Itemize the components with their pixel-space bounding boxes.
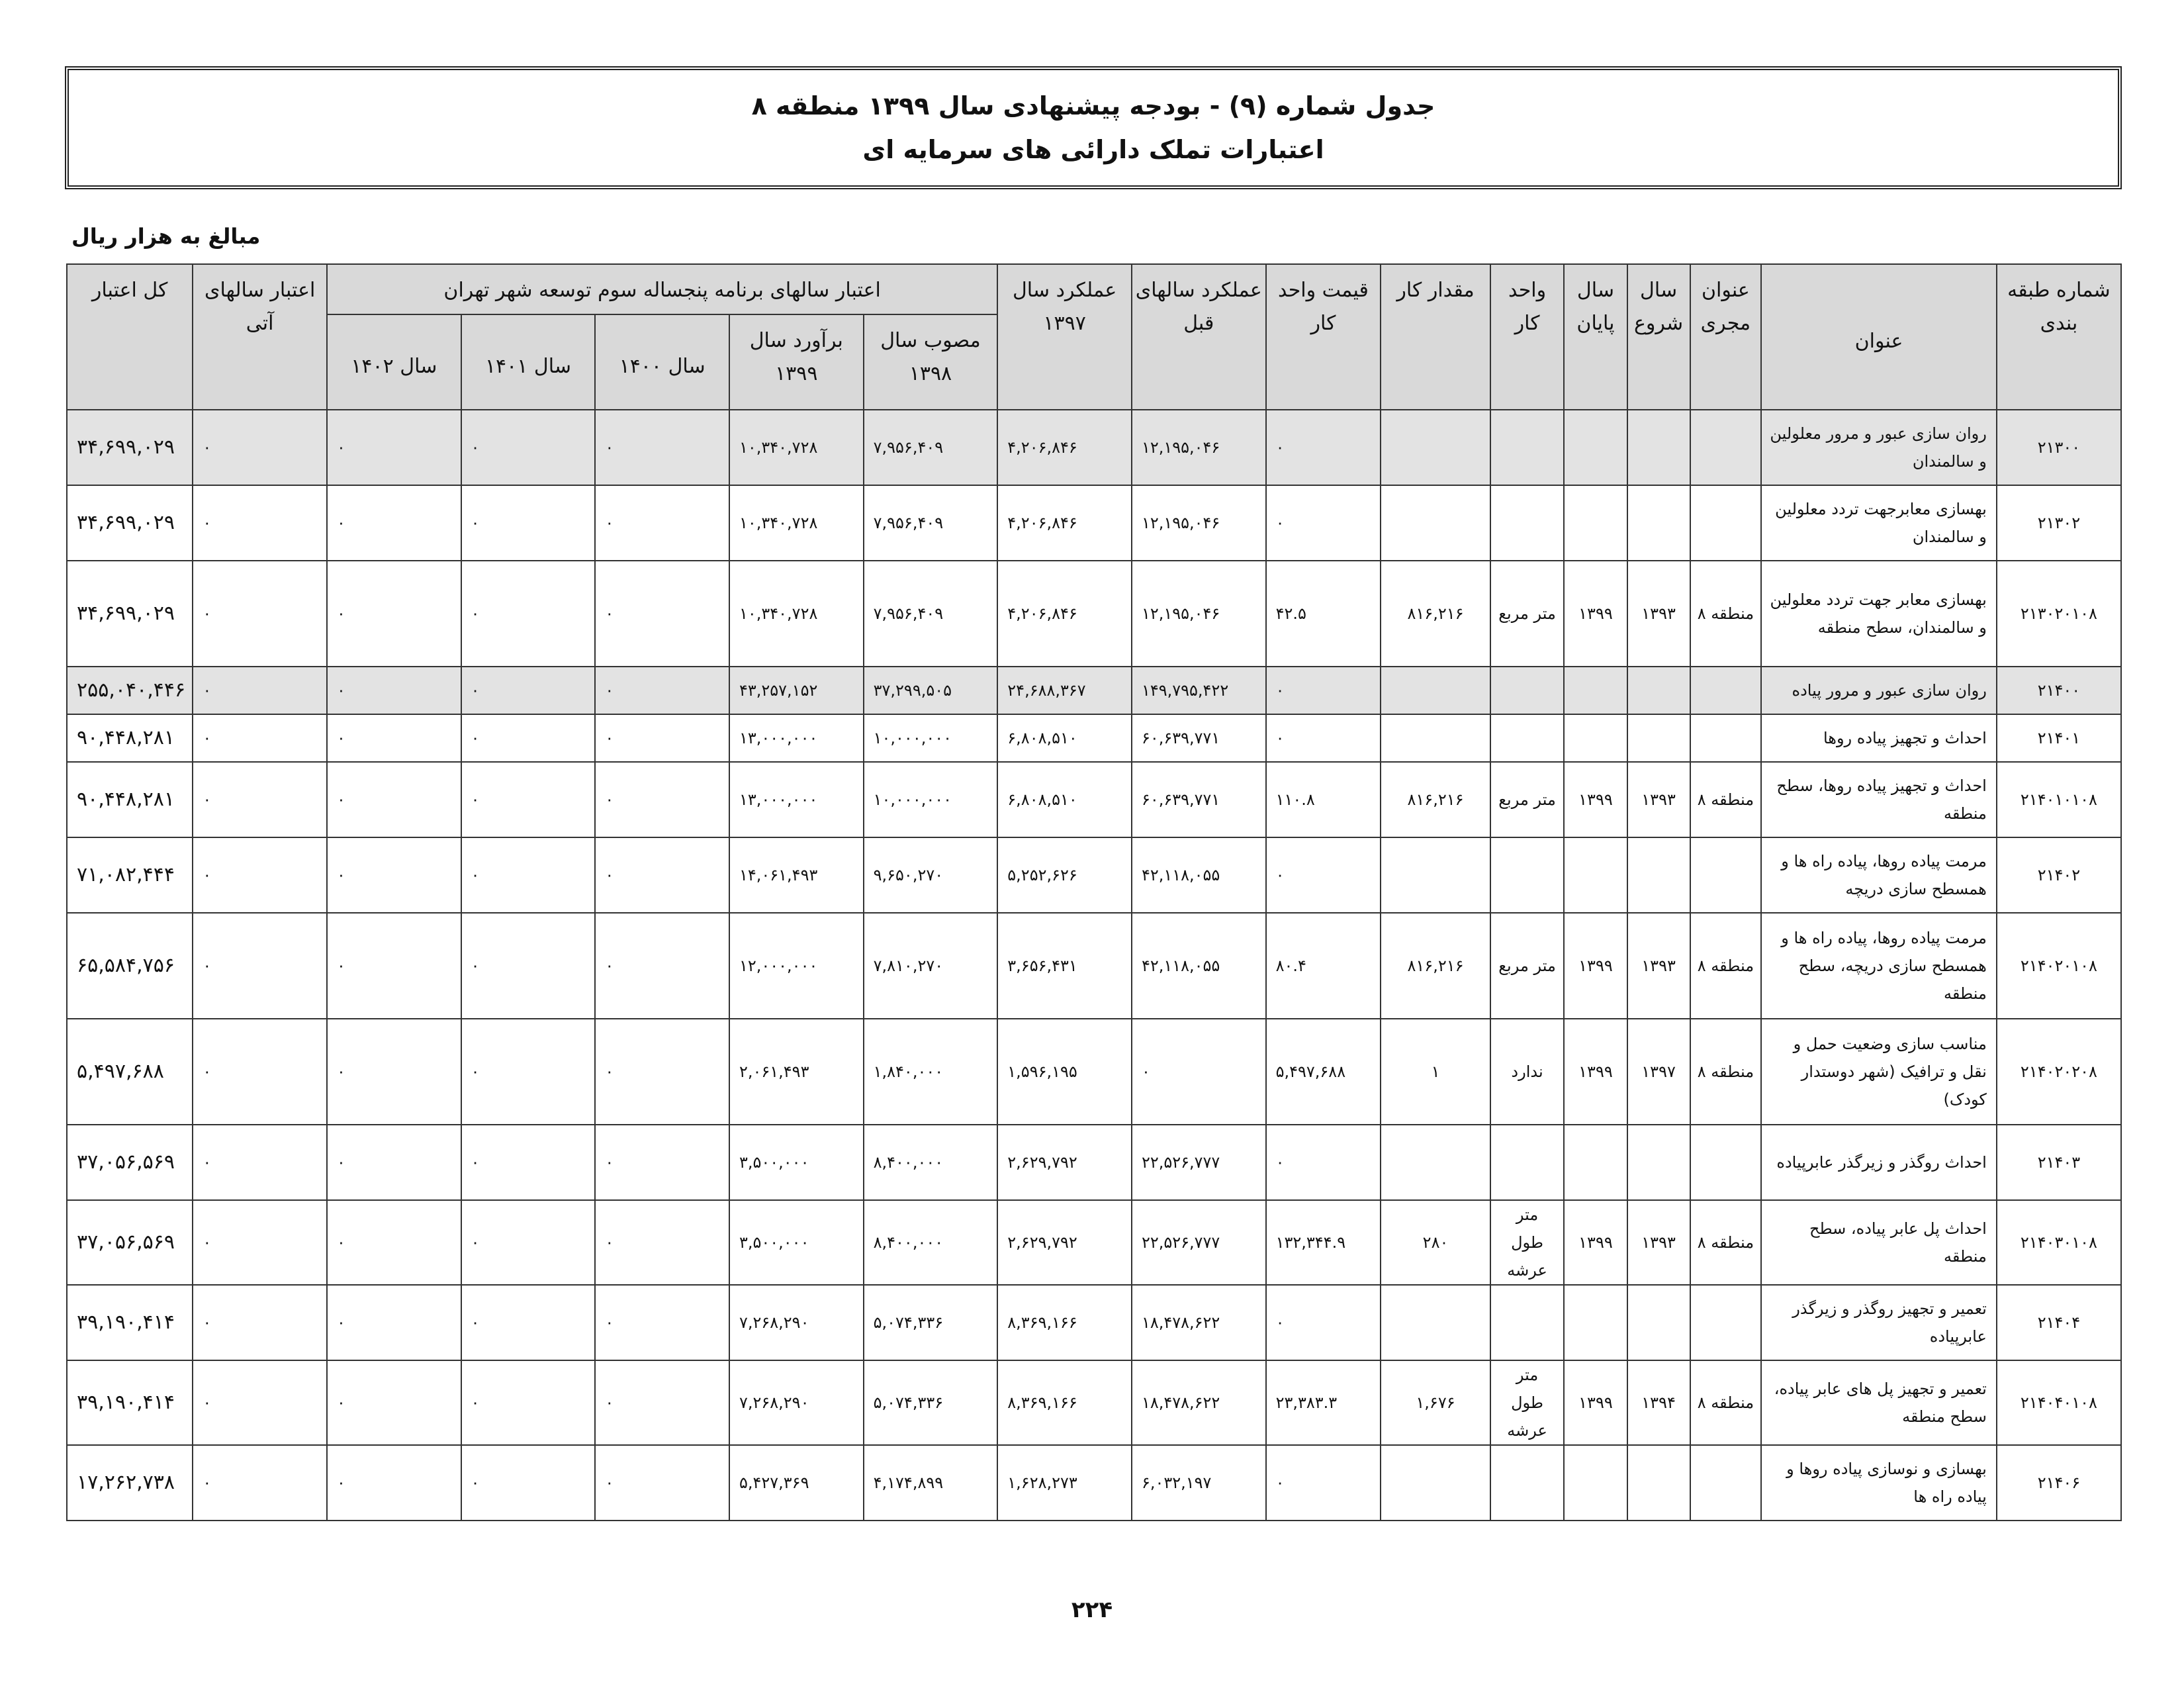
cell-qty: ۸۱۶,۲۱۶ (1381, 561, 1490, 667)
cell-code: ۲۱۳۰۰ (1997, 410, 2121, 485)
table-row (67, 762, 2121, 837)
unit-note: مبالغ به هزار ریال (71, 224, 261, 249)
cell-start: ۱۳۹۳ (1627, 1200, 1690, 1285)
cell-total: ۷۱,۰۸۲,۴۴۴ (67, 837, 193, 913)
cell-future: ۰ (193, 762, 327, 837)
cell-est99: ۱۴,۰۶۱,۴۹۳ (729, 837, 864, 913)
cell-qty (1381, 1125, 1490, 1200)
cell-future: ۰ (193, 1200, 327, 1285)
cell-total: ۳۴,۶۹۹,۰۲۹ (67, 485, 193, 561)
cell-price: ۴۲.۵ (1266, 561, 1381, 667)
cell-y1402: ۰ (327, 1360, 461, 1445)
cell-est99: ۱۲,۰۰۰,۰۰۰ (729, 913, 864, 1019)
cell-prev: ۱۲,۱۹۵,۰۴۶ (1132, 485, 1266, 561)
cell-unit (1490, 1285, 1565, 1360)
cell-perf97: ۶,۸۰۸,۵۱۰ (997, 714, 1132, 762)
cell-y1401: ۰ (461, 667, 596, 714)
cell-start (1627, 485, 1690, 561)
cell-code: ۲۱۴۰۱ (1997, 714, 2121, 762)
cell-end: ۱۳۹۹ (1564, 1360, 1627, 1445)
cell-y1402: ۰ (327, 837, 461, 913)
cell-prev: ۱۸,۴۷۸,۶۲۲ (1132, 1360, 1266, 1445)
table-row (67, 561, 2121, 667)
cell-start (1627, 714, 1690, 762)
cell-executor: منطقه ۸ (1690, 913, 1762, 1019)
cell-unit: ندارد (1490, 1019, 1565, 1125)
cell-executor (1690, 485, 1762, 561)
cell-title: بهسازی و نوسازی پیاده روها و پیاده راه ها (1761, 1445, 1997, 1521)
table-row (67, 1445, 2121, 1521)
cell-title: احداث روگذر و زیرگذر عابرپیاده (1761, 1125, 1997, 1200)
header-y1400: سال ۱۴۰۰ (595, 314, 729, 410)
cell-est99: ۱۰,۳۴۰,۷۲۸ (729, 485, 864, 561)
cell-total: ۳۷,۰۵۶,۵۶۹ (67, 1125, 193, 1200)
cell-perf97: ۸,۳۶۹,۱۶۶ (997, 1360, 1132, 1445)
cell-end: ۱۳۹۹ (1564, 762, 1627, 837)
cell-qty (1381, 1285, 1490, 1360)
cell-total: ۶۵,۵۸۴,۷۵۶ (67, 913, 193, 1019)
cell-title: مرمت پیاده روها، پیاده راه ها و همسطح سازی دریچه، سطح منطقه (1761, 913, 1997, 1019)
cell-est99: ۵,۴۲۷,۳۶۹ (729, 1445, 864, 1521)
cell-future: ۰ (193, 667, 327, 714)
cell-future: ۰ (193, 1360, 327, 1445)
cell-qty (1381, 837, 1490, 913)
table-row (67, 714, 2121, 762)
cell-prev: ۲۲,۵۲۶,۷۷۷ (1132, 1125, 1266, 1200)
cell-approved98: ۹,۶۵۰,۲۷۰ (864, 837, 998, 913)
title-box (65, 66, 2122, 189)
cell-approved98: ۸,۴۰۰,۰۰۰ (864, 1200, 998, 1285)
cell-future: ۰ (193, 1445, 327, 1521)
header-est99: برآورد سال ۱۳۹۹ (729, 314, 864, 410)
cell-future: ۰ (193, 837, 327, 913)
table-row (67, 1285, 2121, 1360)
cell-y1401: ۰ (461, 837, 596, 913)
cell-future: ۰ (193, 561, 327, 667)
cell-title: بهسازی معابر جهت تردد معلولین و سالمندان، سطح منطقه (1761, 561, 1997, 667)
cell-est99: ۳,۵۰۰,۰۰۰ (729, 1125, 864, 1200)
cell-y1401: ۰ (461, 913, 596, 1019)
cell-total: ۱۷,۲۶۲,۷۳۸ (67, 1445, 193, 1521)
header-prev: عملکرد سالهای قبل (1132, 264, 1266, 410)
cell-y1402: ۰ (327, 1125, 461, 1200)
cell-end (1564, 1125, 1627, 1200)
cell-est99: ۴۳,۲۵۷,۱۵۲ (729, 667, 864, 714)
cell-price: ۰ (1266, 410, 1381, 485)
cell-perf97: ۲,۶۲۹,۷۹۲ (997, 1200, 1132, 1285)
cell-executor (1690, 410, 1762, 485)
cell-title: احداث و تجهیز پیاده روها، سطح منطقه (1761, 762, 1997, 837)
cell-executor (1690, 1285, 1762, 1360)
cell-future: ۰ (193, 913, 327, 1019)
cell-code: ۲۱۴۰۶ (1997, 1445, 2121, 1521)
table-row (67, 485, 2121, 561)
cell-total: ۳۹,۱۹۰,۴۱۴ (67, 1360, 193, 1445)
cell-title: احداث و تجهیز پیاده روها (1761, 714, 1997, 762)
cell-y1400: ۰ (595, 1285, 729, 1360)
cell-price: ۵,۴۹۷,۶۸۸ (1266, 1019, 1381, 1125)
cell-end (1564, 1285, 1627, 1360)
cell-start (1627, 837, 1690, 913)
cell-perf97: ۴,۲۰۶,۸۴۶ (997, 410, 1132, 485)
cell-y1401: ۰ (461, 410, 596, 485)
cell-y1400: ۰ (595, 837, 729, 913)
cell-start: ۱۳۹۳ (1627, 913, 1690, 1019)
cell-price: ۱۱۰.۸ (1266, 762, 1381, 837)
cell-code: ۲۱۴۰۲۰۱۰۸ (1997, 913, 2121, 1019)
cell-approved98: ۷,۹۵۶,۴۰۹ (864, 410, 998, 485)
cell-approved98: ۱,۸۴۰,۰۰۰ (864, 1019, 998, 1125)
cell-qty (1381, 714, 1490, 762)
cell-end: ۱۳۹۹ (1564, 561, 1627, 667)
cell-qty: ۱,۶۷۶ (1381, 1360, 1490, 1445)
cell-executor (1690, 837, 1762, 913)
header-plan-group: اعتبار سالهای برنامه پنجساله سوم توسعه شهر تهران (327, 264, 997, 314)
table-row (67, 913, 2121, 1019)
cell-unit (1490, 1445, 1565, 1521)
cell-approved98: ۷,۹۵۶,۴۰۹ (864, 561, 998, 667)
cell-prev: ۶۰,۶۳۹,۷۷۱ (1132, 762, 1266, 837)
cell-unit (1490, 837, 1565, 913)
cell-unit: متر طول عرشه (1490, 1360, 1565, 1445)
header-total: کل اعتبار (67, 264, 193, 410)
cell-y1400: ۰ (595, 561, 729, 667)
cell-y1400: ۰ (595, 667, 729, 714)
cell-y1402: ۰ (327, 667, 461, 714)
header-future: اعتبار سالهای آتی (193, 264, 327, 410)
cell-y1400: ۰ (595, 1445, 729, 1521)
cell-approved98: ۷,۸۱۰,۲۷۰ (864, 913, 998, 1019)
table-row (67, 667, 2121, 714)
cell-executor: منطقه ۸ (1690, 1019, 1762, 1125)
cell-approved98: ۴,۱۷۴,۸۹۹ (864, 1445, 998, 1521)
cell-executor (1690, 667, 1762, 714)
cell-qty (1381, 410, 1490, 485)
header-row-1 (67, 264, 2121, 314)
header-code: شماره طبقه بندی (1997, 264, 2121, 410)
table-title: جدول شماره (۹) - بودجه پیشنهادی سال ۱۳۹۹ منطقه ۸ (751, 91, 1435, 120)
cell-y1400: ۰ (595, 1125, 729, 1200)
cell-est99: ۷,۲۶۸,۲۹۰ (729, 1285, 864, 1360)
cell-executor: منطقه ۸ (1690, 561, 1762, 667)
cell-perf97: ۱,۶۲۸,۲۷۳ (997, 1445, 1132, 1521)
cell-qty (1381, 485, 1490, 561)
cell-est99: ۱۳,۰۰۰,۰۰۰ (729, 714, 864, 762)
cell-perf97: ۲۴,۶۸۸,۳۶۷ (997, 667, 1132, 714)
cell-future: ۰ (193, 1285, 327, 1360)
cell-unit (1490, 410, 1565, 485)
cell-approved98: ۵,۰۷۴,۳۳۶ (864, 1360, 998, 1445)
header-y1402: سال ۱۴۰۲ (327, 314, 461, 410)
cell-price: ۰ (1266, 714, 1381, 762)
cell-y1400: ۰ (595, 714, 729, 762)
cell-executor (1690, 1125, 1762, 1200)
cell-end (1564, 485, 1627, 561)
cell-perf97: ۳,۶۵۶,۴۳۱ (997, 913, 1132, 1019)
cell-prev: ۶۰,۶۳۹,۷۷۱ (1132, 714, 1266, 762)
cell-perf97: ۵,۲۵۲,۶۲۶ (997, 837, 1132, 913)
cell-prev: ۲۲,۵۲۶,۷۷۷ (1132, 1200, 1266, 1285)
cell-unit (1490, 485, 1565, 561)
cell-price: ۸۰.۴ (1266, 913, 1381, 1019)
cell-end (1564, 1445, 1627, 1521)
cell-unit: متر مربع (1490, 762, 1565, 837)
cell-y1401: ۰ (461, 1200, 596, 1285)
cell-end: ۱۳۹۹ (1564, 1019, 1627, 1125)
cell-start (1627, 667, 1690, 714)
cell-price: ۲۳,۳۸۳.۳ (1266, 1360, 1381, 1445)
cell-total: ۳۹,۱۹۰,۴۱۴ (67, 1285, 193, 1360)
cell-qty (1381, 667, 1490, 714)
cell-y1402: ۰ (327, 485, 461, 561)
cell-y1402: ۰ (327, 1200, 461, 1285)
cell-price: ۰ (1266, 667, 1381, 714)
cell-end: ۱۳۹۹ (1564, 913, 1627, 1019)
cell-y1401: ۰ (461, 1445, 596, 1521)
page-number: ۲۲۴ (1071, 1597, 1113, 1623)
cell-approved98: ۸,۴۰۰,۰۰۰ (864, 1125, 998, 1200)
cell-unit (1490, 667, 1565, 714)
cell-future: ۰ (193, 1125, 327, 1200)
header-qty: مقدار کار (1381, 264, 1490, 410)
cell-qty: ۸۱۶,۲۱۶ (1381, 762, 1490, 837)
header-perf97: عملکرد سال ۱۳۹۷ (997, 264, 1132, 410)
cell-price: ۰ (1266, 1445, 1381, 1521)
cell-prev: ۶,۰۳۲,۱۹۷ (1132, 1445, 1266, 1521)
cell-code: ۲۱۳۰۲۰۱۰۸ (1997, 561, 2121, 667)
cell-unit: متر مربع (1490, 561, 1565, 667)
cell-price: ۰ (1266, 485, 1381, 561)
header-unit: واحد کار (1490, 264, 1565, 410)
cell-y1402: ۰ (327, 561, 461, 667)
cell-approved98: ۱۰,۰۰۰,۰۰۰ (864, 714, 998, 762)
cell-y1402: ۰ (327, 1019, 461, 1125)
cell-title: مرمت پیاده روها، پیاده راه ها و همسطح سازی دریچه (1761, 837, 1997, 913)
cell-total: ۹۰,۴۴۸,۲۸۱ (67, 714, 193, 762)
cell-y1401: ۰ (461, 762, 596, 837)
header-price: قیمت واحد کار (1266, 264, 1381, 410)
cell-title: تعمیر و تجهیز روگذر و زیرگذر عابرپیاده (1761, 1285, 1997, 1360)
cell-y1401: ۰ (461, 1360, 596, 1445)
cell-prev: ۴۲,۱۱۸,۰۵۵ (1132, 913, 1266, 1019)
cell-start: ۱۳۹۷ (1627, 1019, 1690, 1125)
cell-start: ۱۳۹۴ (1627, 1360, 1690, 1445)
table-row (67, 1360, 2121, 1445)
cell-qty: ۸۱۶,۲۱۶ (1381, 913, 1490, 1019)
cell-y1401: ۰ (461, 1125, 596, 1200)
cell-code: ۲۱۴۰۳ (1997, 1125, 2121, 1200)
cell-y1400: ۰ (595, 1200, 729, 1285)
cell-total: ۳۴,۶۹۹,۰۲۹ (67, 410, 193, 485)
cell-y1400: ۰ (595, 1360, 729, 1445)
cell-y1402: ۰ (327, 1285, 461, 1360)
cell-price: ۰ (1266, 1125, 1381, 1200)
cell-approved98: ۷,۹۵۶,۴۰۹ (864, 485, 998, 561)
cell-unit (1490, 1125, 1565, 1200)
cell-executor (1690, 714, 1762, 762)
cell-price: ۱۳۲,۳۴۴.۹ (1266, 1200, 1381, 1285)
table-row (67, 1019, 2121, 1125)
cell-y1401: ۰ (461, 1285, 596, 1360)
cell-total: ۳۴,۶۹۹,۰۲۹ (67, 561, 193, 667)
cell-title: بهسازی معابرجهت تردد معلولین و سالمندان (1761, 485, 1997, 561)
cell-prev: ۱۲,۱۹۵,۰۴۶ (1132, 561, 1266, 667)
cell-y1402: ۰ (327, 762, 461, 837)
cell-start (1627, 1285, 1690, 1360)
cell-est99: ۷,۲۶۸,۲۹۰ (729, 1360, 864, 1445)
cell-approved98: ۳۷,۲۹۹,۵۰۵ (864, 667, 998, 714)
cell-y1402: ۰ (327, 1445, 461, 1521)
cell-end (1564, 410, 1627, 485)
cell-perf97: ۴,۲۰۶,۸۴۶ (997, 561, 1132, 667)
cell-approved98: ۵,۰۷۴,۳۳۶ (864, 1285, 998, 1360)
cell-est99: ۱۳,۰۰۰,۰۰۰ (729, 762, 864, 837)
cell-future: ۰ (193, 485, 327, 561)
cell-est99: ۲,۰۶۱,۴۹۳ (729, 1019, 864, 1125)
header-start: سال شروع (1627, 264, 1690, 410)
cell-total: ۹۰,۴۴۸,۲۸۱ (67, 762, 193, 837)
header-y1401: سال ۱۴۰۱ (461, 314, 596, 410)
cell-start: ۱۳۹۳ (1627, 762, 1690, 837)
cell-total: ۵,۴۹۷,۶۸۸ (67, 1019, 193, 1125)
cell-perf97: ۱,۵۹۶,۱۹۵ (997, 1019, 1132, 1125)
cell-title: مناسب سازی وضعیت حمل و نقل و ترافیک (شهر دوستدار کودک) (1761, 1019, 1997, 1125)
cell-approved98: ۱۰,۰۰۰,۰۰۰ (864, 762, 998, 837)
cell-y1400: ۰ (595, 1019, 729, 1125)
cell-y1402: ۰ (327, 410, 461, 485)
cell-y1400: ۰ (595, 485, 729, 561)
table-row (67, 410, 2121, 485)
cell-unit: متر طول عرشه (1490, 1200, 1565, 1285)
cell-qty: ۲۸۰ (1381, 1200, 1490, 1285)
header-executor: عنوان مجری (1690, 264, 1762, 410)
table-body (67, 410, 2121, 1521)
cell-future: ۰ (193, 410, 327, 485)
cell-end (1564, 837, 1627, 913)
cell-qty: ۱ (1381, 1019, 1490, 1125)
cell-executor: منطقه ۸ (1690, 762, 1762, 837)
cell-title: روان سازی عبور و مرور معلولین و سالمندان (1761, 410, 1997, 485)
cell-y1401: ۰ (461, 485, 596, 561)
header-approved98: مصوب سال ۱۳۹۸ (864, 314, 998, 410)
cell-perf97: ۶,۸۰۸,۵۱۰ (997, 762, 1132, 837)
cell-future: ۰ (193, 714, 327, 762)
cell-executor: منطقه ۸ (1690, 1200, 1762, 1285)
cell-perf97: ۴,۲۰۶,۸۴۶ (997, 485, 1132, 561)
table-row (67, 1125, 2121, 1200)
cell-code: ۲۱۴۰۲ (1997, 837, 2121, 913)
cell-y1402: ۰ (327, 714, 461, 762)
cell-y1401: ۰ (461, 714, 596, 762)
cell-unit: متر مربع (1490, 913, 1565, 1019)
cell-prev: ۴۲,۱۱۸,۰۵۵ (1132, 837, 1266, 913)
cell-prev: ۱۸,۴۷۸,۶۲۲ (1132, 1285, 1266, 1360)
cell-title: تعمیر و تجهیز پل های عابر پیاده، سطح منطقه (1761, 1360, 1997, 1445)
cell-end: ۱۳۹۹ (1564, 1200, 1627, 1285)
cell-code: ۲۱۴۰۱۰۱۰۸ (1997, 762, 2121, 837)
cell-prev: ۱۴۹,۷۹۵,۴۲۲ (1132, 667, 1266, 714)
cell-prev: ۰ (1132, 1019, 1266, 1125)
cell-est99: ۱۰,۳۴۰,۷۲۸ (729, 561, 864, 667)
cell-title: روان سازی عبور و مرور پیاده (1761, 667, 1997, 714)
table-subtitle: اعتبارات تملک دارائی های سرمایه ای (862, 135, 1324, 164)
cell-end (1564, 714, 1627, 762)
cell-est99: ۳,۵۰۰,۰۰۰ (729, 1200, 864, 1285)
table-row (67, 837, 2121, 913)
cell-total: ۲۵۵,۰۴۰,۴۴۶ (67, 667, 193, 714)
cell-y1400: ۰ (595, 762, 729, 837)
table-row (67, 1200, 2121, 1285)
cell-executor (1690, 1445, 1762, 1521)
cell-end (1564, 667, 1627, 714)
cell-total: ۳۷,۰۵۶,۵۶۹ (67, 1200, 193, 1285)
cell-unit (1490, 714, 1565, 762)
cell-future: ۰ (193, 1019, 327, 1125)
cell-code: ۲۱۴۰۴۰۱۰۸ (1997, 1360, 2121, 1445)
cell-y1402: ۰ (327, 913, 461, 1019)
cell-perf97: ۸,۳۶۹,۱۶۶ (997, 1285, 1132, 1360)
cell-prev: ۱۲,۱۹۵,۰۴۶ (1132, 410, 1266, 485)
budget-table (66, 263, 2122, 1521)
cell-start (1627, 1445, 1690, 1521)
cell-price: ۰ (1266, 1285, 1381, 1360)
cell-est99: ۱۰,۳۴۰,۷۲۸ (729, 410, 864, 485)
cell-y1400: ۰ (595, 410, 729, 485)
cell-start: ۱۳۹۳ (1627, 561, 1690, 667)
cell-code: ۲۱۳۰۲ (1997, 485, 2121, 561)
cell-code: ۲۱۴۰۳۰۱۰۸ (1997, 1200, 2121, 1285)
cell-y1401: ۰ (461, 561, 596, 667)
cell-start (1627, 1125, 1690, 1200)
cell-y1401: ۰ (461, 1019, 596, 1125)
cell-code: ۲۱۴۰۲۰۲۰۸ (1997, 1019, 2121, 1125)
header-title: عنوان (1761, 264, 1997, 410)
cell-executor: منطقه ۸ (1690, 1360, 1762, 1445)
cell-price: ۰ (1266, 837, 1381, 913)
cell-code: ۲۱۴۰۰ (1997, 667, 2121, 714)
cell-title: احداث پل عابر پیاده، سطح منطقه (1761, 1200, 1997, 1285)
cell-y1400: ۰ (595, 913, 729, 1019)
header-end: سال پایان (1564, 264, 1627, 410)
cell-start (1627, 410, 1690, 485)
cell-perf97: ۲,۶۲۹,۷۹۲ (997, 1125, 1132, 1200)
cell-qty (1381, 1445, 1490, 1521)
cell-code: ۲۱۴۰۴ (1997, 1285, 2121, 1360)
